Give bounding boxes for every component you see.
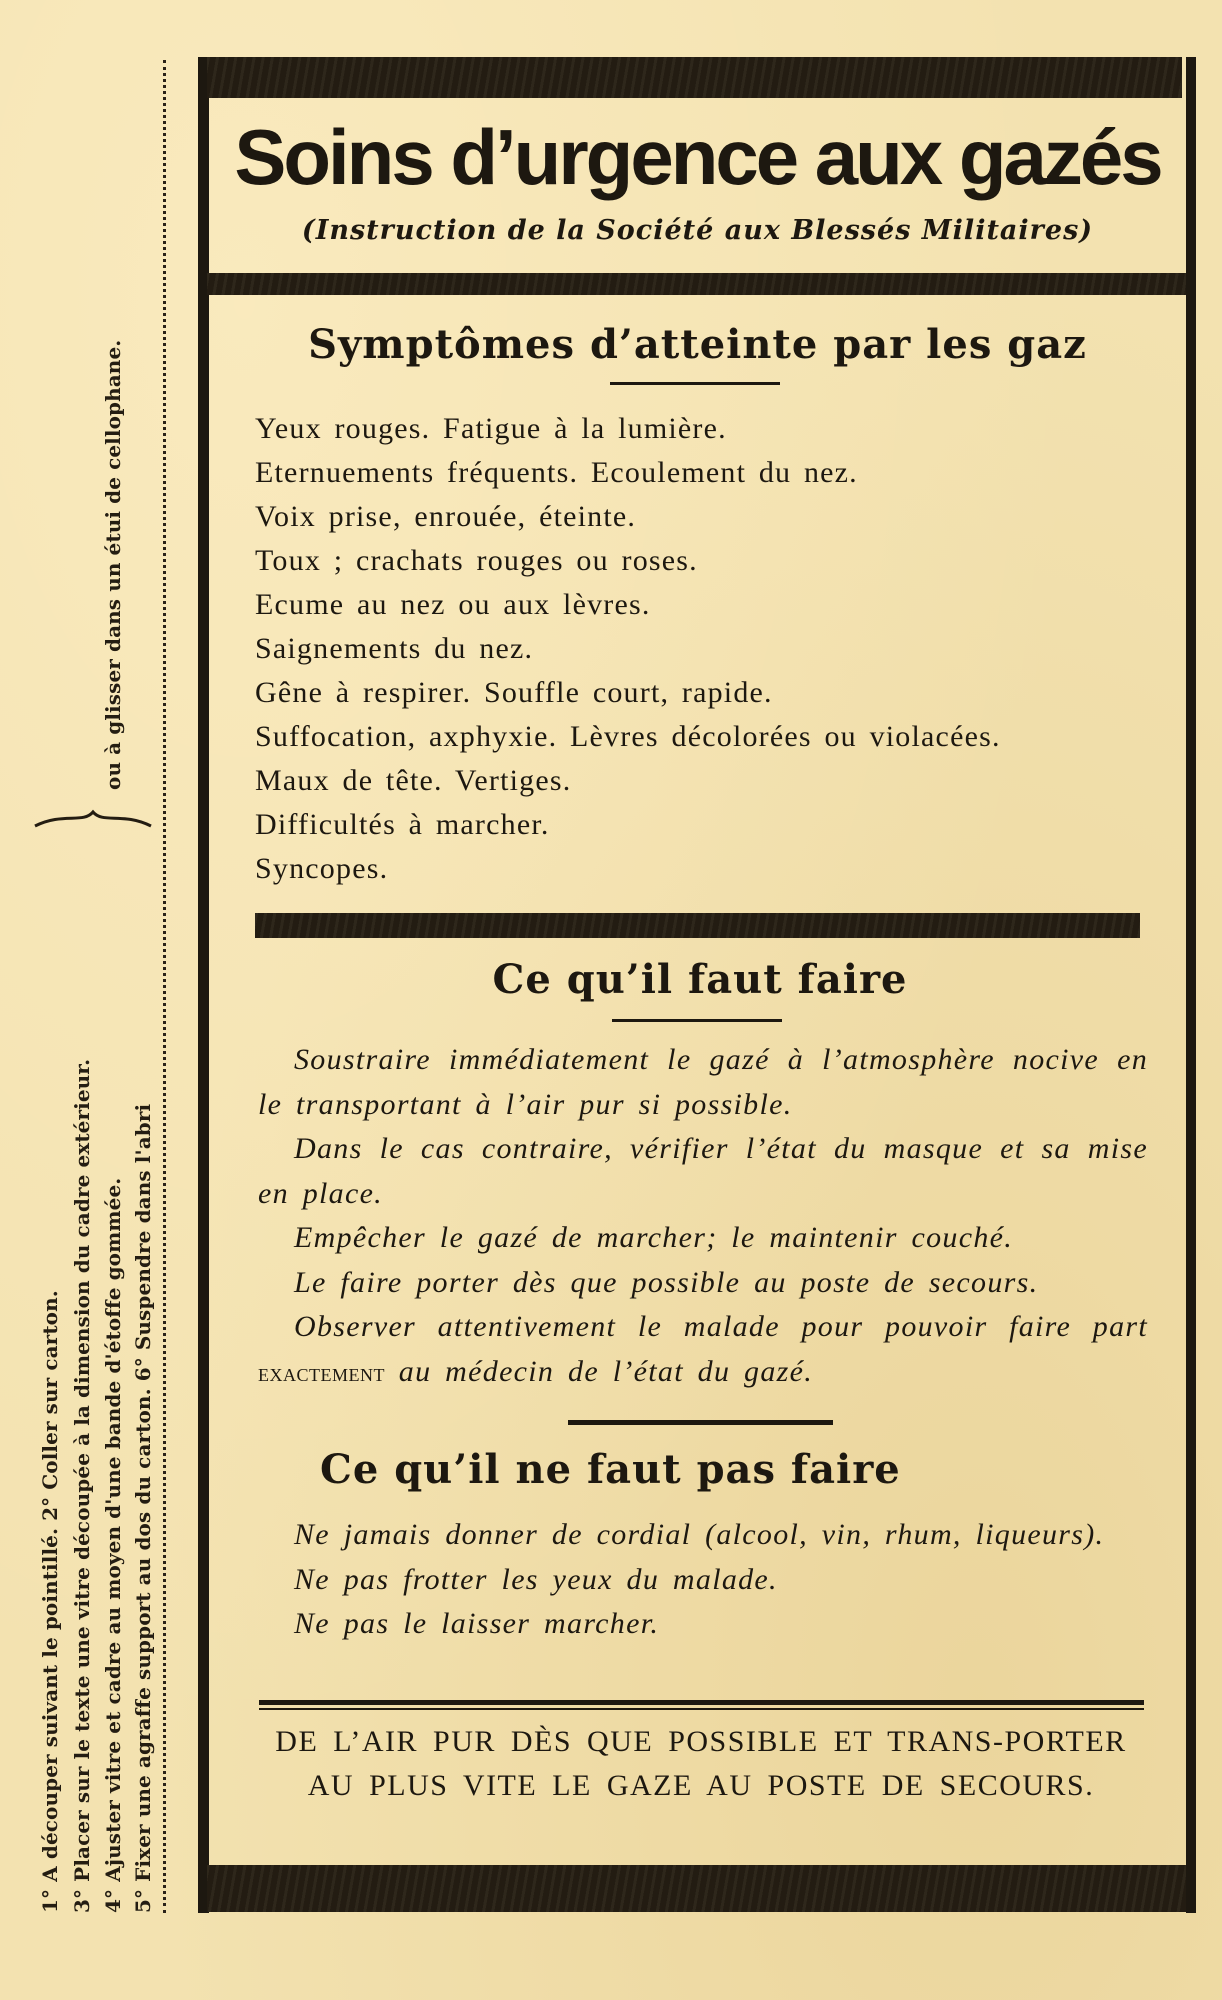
bottom-bar [207,1865,1186,1912]
symptom-item: Ecume au nez ou aux lèvres. [255,588,651,621]
do-paragraph: Le faire porter dès que possible au poste de secours. [294,1265,1039,1299]
side-instruction-alternative: ou à glisser dans un étui de cellophane. [101,339,125,790]
do-instructions [258,1038,1148,1395]
symptoms-heading: Symptômes d’atteinte par les gaz [308,321,1087,368]
symptom-item: Difficultés à marcher. [255,808,550,841]
do-text: au médecin de l’état du gazé. [384,1354,814,1388]
symptom-item: Yeux rouges. Fatigue à la lumière. [255,412,727,445]
do-text: Observer attentivement le malade pour pouvoir faire part [294,1310,1148,1343]
frame-border-left [198,57,209,1913]
side-instruction-line-1: 1° A découper suivant le pointillé. 2° Coller sur carton. [38,1290,62,1913]
symptom-item: Gêne à respirer. Souffle court, rapide. [255,676,773,709]
side-instruction-line-4: 5° Fixer une agraffe support au dos du carton. 6° Suspendre dans l'abri [131,1103,155,1913]
section-divider-bar [255,913,1140,938]
header-divider-bar [207,273,1186,295]
symptoms-heading-rule [610,382,780,385]
side-instruction-line-2: 3° Placer sur le texte une vitre découpée à la dimension du cadre extérieur. [70,1058,94,1913]
symptom-item: Maux de tête. Vertiges. [255,764,572,797]
dont-paragraph: Ne pas le laisser marcher. [294,1607,660,1640]
side-instruction-line-3: 4° Ajuster vitre et cadre au moyen d'une bande d'étoffe gommée. [101,1177,125,1913]
symptoms-list [255,407,1001,891]
symptom-item: Voix prise, enrouée, éteinte. [255,500,637,533]
do-paragraph: Dans le cas contraire, vérifier l’état du masque et sa mise en place. [258,1132,1148,1210]
symptom-item: Syncopes. [255,852,389,885]
symptom-item: Eternuements fréquents. Ecoulement du nez. [255,456,858,489]
conclusion-divider-rule [259,1700,1144,1710]
do-paragraph: Empêcher le gazé de marcher; le maintenir couché. [294,1221,1014,1254]
dont-instructions [258,1513,1148,1647]
dont-divider-rule [568,1420,833,1425]
dont-paragraph: Ne jamais donner de cordial (alcool, vin, rhum, liqueurs). [294,1518,1105,1551]
emphasis-text: exactement [258,1357,385,1387]
dont-paragraph: Ne pas frotter les yeux du malade. [294,1562,778,1596]
cut-line [163,60,166,1913]
dont-heading: Ce qu’il ne faut pas faire [320,1446,901,1493]
symptom-item: Saignements du nez. [255,632,534,665]
frame-border-right [1186,57,1196,1913]
do-paragraph-last [258,1305,1148,1395]
page-subtitle: (Instruction de la Société aux Blessés Militaires) [301,215,1094,246]
do-heading-rule [612,1019,782,1022]
conclusion-text: DE L’AIR PUR DÈS QUE POSSIBLE ET TRANS-PORTER AU PLUS VITE LE GAZE AU POSTE DE SECOURS. [275,1725,1127,1802]
symptom-item: Toux ; crachats rouges ou roses. [255,544,698,577]
do-heading: Ce qu’il faut faire [492,956,908,1003]
brace-icon [33,808,153,832]
do-paragraph: Soustraire immédiatement le gazé à l’atmosphère nocive en le transportant à l’air pur si possible. [258,1043,1148,1121]
symptom-item: Suffocation, axphyxie. Lèvres décolorées ou violacées. [255,720,1001,753]
page-title: Soins d’urgence aux gazés [234,113,1161,201]
top-bar [207,57,1182,98]
